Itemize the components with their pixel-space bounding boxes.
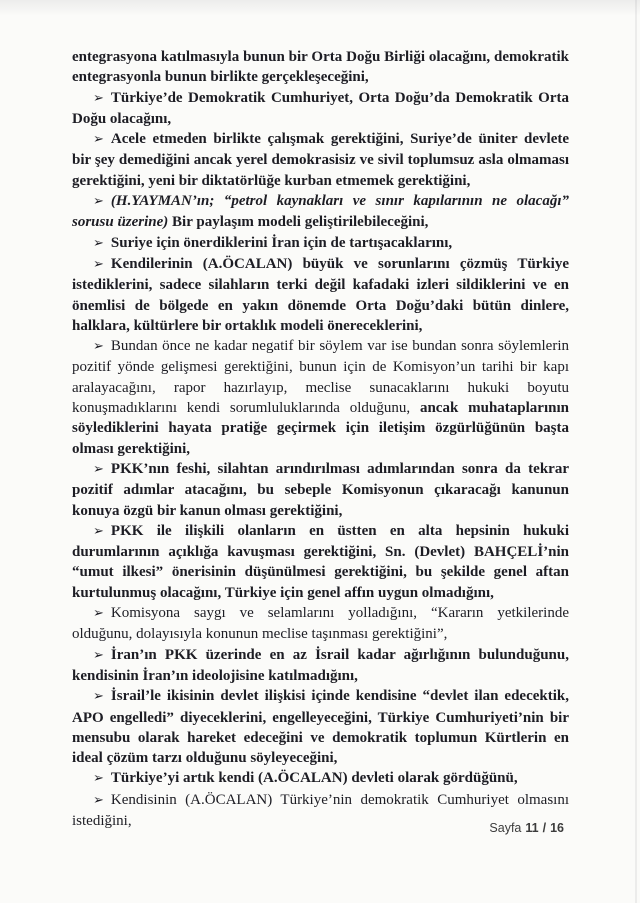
bullet-paragraph <box>72 603 569 645</box>
text-segment: Acele etmeden birlikte çalışmak gerektiğini, Suriye’de üniter devlete bir şey demediğini ancak yerel demokrasisiz ve sivil toplumsuz asla olmaması gerektiğini, yeni bir diktatörlüğe kurban etmemek gerektiğini, <box>72 131 569 189</box>
text-segment: PKK’nın feshi, silahtan arındırılması adımlarından sonra da tekrar pozitif adımlar atacağını, bu sebeple Komisyonun çıkaracağı kanunun konuya özgü bir kanun olması gerektiğini, <box>72 460 569 519</box>
text-segment: Komisyona saygı ve selamlarını yolladığını, “Kararın yetkilerinde olduğunu, dolayısıyla konunun meclise taşınması gerektiğini”, <box>72 605 569 643</box>
bullet-paragraph <box>72 233 569 254</box>
scan-edge-artifact-top <box>0 0 640 16</box>
bullet-paragraph <box>72 686 569 768</box>
text-segment: İsrail’le ikisinin devlet ilişkisi içinde kendisine “devlet ilan edecektik, APO engelledi” diyeceklerini, engelleyeceğini, Türkiye Cumhuriyeti’nin bir mensubu olarak hareket edeceğini ve demokratik toplumun Kürtlerin en ideal çözüm tarzı olduğunu söyleyeceğini, <box>72 688 569 767</box>
bullet-paragraph <box>72 459 569 521</box>
bullet-arrow-icon: ➢ <box>93 339 104 355</box>
text-segment: Kendisinin (A.ÖCALAN) Türkiye’nin demokratik Cumhuriyet olmasını istediğini, <box>72 791 569 829</box>
bullet-arrow-icon: ➢ <box>93 256 104 272</box>
bullet-arrow-icon: ➢ <box>93 461 104 477</box>
footer-page-number: 11 <box>525 821 539 835</box>
text-segment: Bir paylaşım modeli geliştirilebileceğini, <box>172 214 429 231</box>
text-segment: Kendilerinin (A.ÖCALAN) büyük ve sorunlarını çözmüş Türkiye istediklerini, sadece silahların terki değil kafadaki izleri sildiklerini ve en önemlisi de bölgede en yakın dönemde Orta Doğu’daki bütün dinlere, halklara, kültürlere bir ortaklık modeli önereceklerini, <box>72 255 569 334</box>
bullet-paragraph <box>72 129 569 191</box>
bullet-arrow-icon: ➢ <box>93 771 104 787</box>
text-segment: İran’ın PKK üzerinde en az İsrail kadar ağırlığının bulunduğunu, kendisinin İran’ın ideolojisine katılmadığını, <box>72 646 569 684</box>
bullet-arrow-icon: ➢ <box>93 689 104 705</box>
paragraph <box>72 47 569 88</box>
text-segment: (H.YAYMAN’ın; “petrol kaynakları ve sınır kapılarının ne olacağı” sorusu üzerine) <box>72 193 569 231</box>
text-segment: Türkiye’de Demokratik Cumhuriyet, Orta Doğu’da Demokratik Orta Doğu olacağını, <box>72 89 569 127</box>
bullet-paragraph <box>72 191 569 233</box>
bullet-paragraph <box>72 645 569 687</box>
bullet-arrow-icon: ➢ <box>93 647 104 663</box>
footer-total-pages: 16 <box>550 821 564 835</box>
paragraph-list <box>72 47 569 831</box>
text-segment: entegrasyona katılmasıyla bunun bir Orta Doğu Birliği olacağını, demokratik entegrasyonla bunun birlikte gerçekleşeceğini, <box>72 49 569 86</box>
footer-label: Sayfa <box>489 821 522 835</box>
text-segment: ancak muhataplarının söylediklerini hayata pratiğe geçirmek için iletişim özgürlüğünün başta olması gerektiğini, <box>72 400 569 457</box>
scan-edge-artifact-right <box>635 0 637 903</box>
bullet-arrow-icon: ➢ <box>93 132 104 148</box>
footer-separator: / <box>542 821 547 835</box>
bullet-arrow-icon: ➢ <box>93 606 104 622</box>
text-segment: Suriye için önerdiklerini İran için de tartışacaklarını, <box>110 234 453 251</box>
bullet-arrow-icon: ➢ <box>93 523 104 539</box>
bullet-arrow-icon: ➢ <box>93 90 104 106</box>
bullet-arrow-icon: ➢ <box>93 235 104 251</box>
page-footer <box>489 821 564 835</box>
text-segment: PKK ile ilişkili olanların en üstten en alta hepsinin hukuki durumlarının açıklığa kavuşması gerektiğini, Sn. (Devlet) BAHÇELİ’nin “umut ilkesi” önerisinin düşünülmesi gerektiğini, bu şekilde genel aftan kurtulunmuş olacağını, Türkiye için genel affın uygun olmadığını, <box>72 522 569 601</box>
bullet-paragraph <box>72 88 569 130</box>
text-segment: Bundan önce ne kadar negatif bir söylem var ise bundan sonra söylemlerin pozitif yönde gelişmesi gerektiğini, bunun için de Komisyon’un tarihi bir kapı aralayacağını, rapor hazırlayıp, meclise sunacaklarını hukuki boyutu konuşmadıklarını kendi sorumluluklarında olduğunu, <box>72 338 569 417</box>
bullet-paragraph <box>72 768 569 789</box>
text-segment: Türkiye’yi artık kendi (A.ÖCALAN) devleti olarak gördüğünü, <box>110 770 518 787</box>
bullet-arrow-icon: ➢ <box>93 194 104 210</box>
bullet-paragraph <box>72 336 569 459</box>
bullet-paragraph <box>72 254 569 336</box>
bullet-paragraph <box>72 521 569 603</box>
bullet-arrow-icon: ➢ <box>93 792 104 808</box>
